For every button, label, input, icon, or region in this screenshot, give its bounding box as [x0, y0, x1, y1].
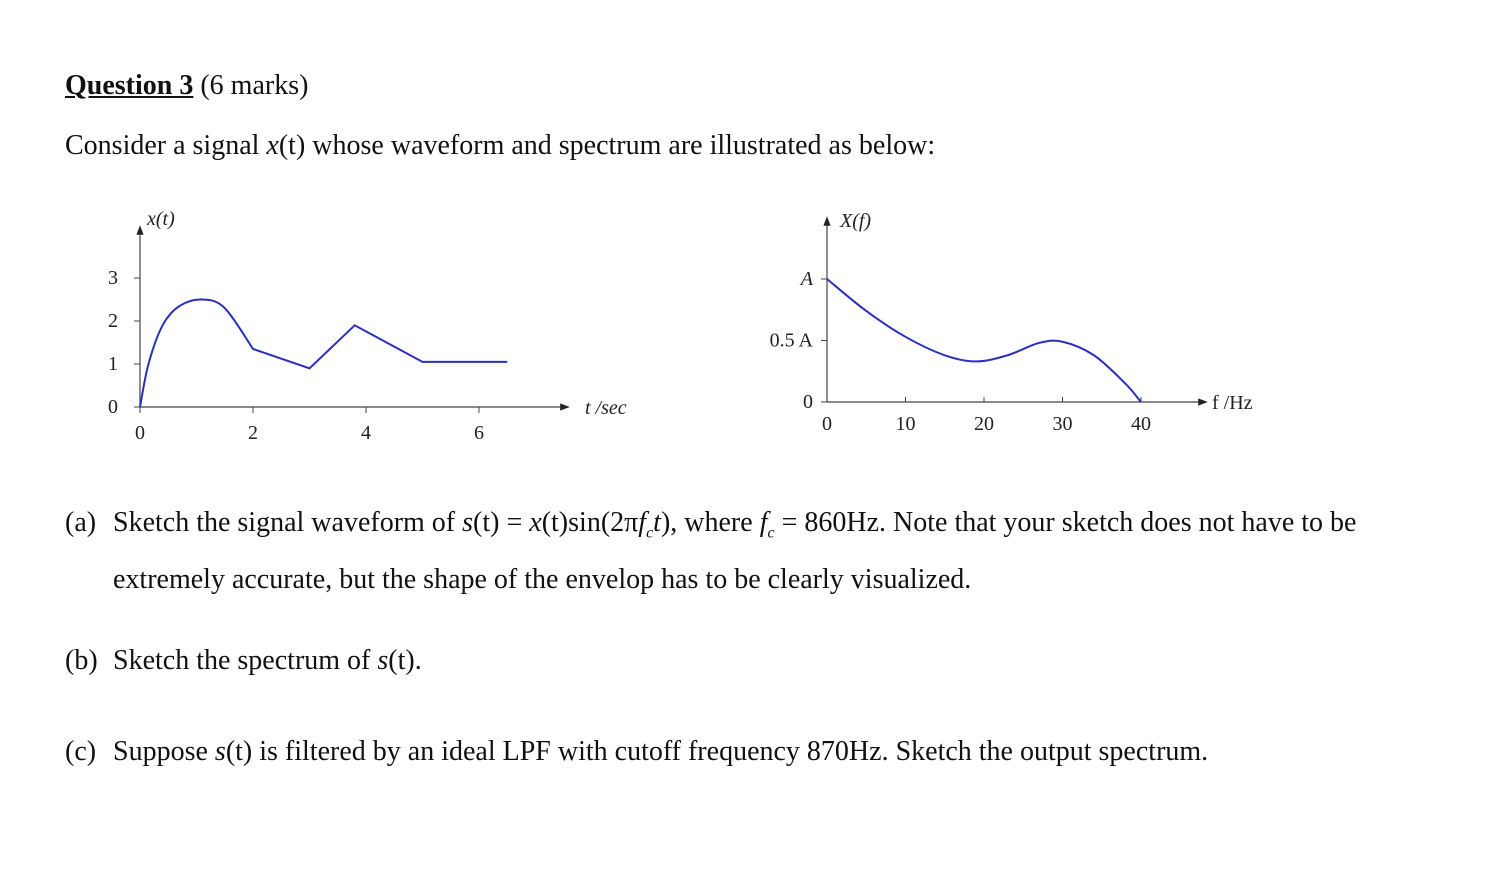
- question-marks: (6 marks): [200, 70, 309, 101]
- part-b: (b) Sketch the spectrum of s(t).: [65, 638, 422, 684]
- waveform-ytick-label: 1: [108, 353, 118, 375]
- waveform-xtick-label: 4: [361, 422, 371, 444]
- waveform-series-line: [140, 299, 507, 407]
- spectrum-xtick-label: 30: [1052, 413, 1073, 435]
- spectrum-ytick-label: A: [800, 268, 813, 290]
- spectrum-ylabel: X(f): [840, 210, 872, 232]
- part-a-line2: extremely accurate, but the shape of the envelop has to be clearly visualized.: [113, 563, 972, 595]
- spectrum-xtick-label: 10: [895, 413, 916, 435]
- part-c-tag: (c): [65, 736, 97, 767]
- spectrum-xtick-label: 40: [1131, 413, 1151, 435]
- waveform-ylabel: x(t): [147, 208, 175, 230]
- waveform-xtick-label: 6: [474, 422, 484, 444]
- waveform-xlabel: t /sec: [585, 397, 627, 419]
- waveform-xtick-label: 0: [135, 422, 145, 444]
- intro-text: Consider a signal x(t) whose waveform and spectrum are illustrated as below:: [65, 130, 936, 161]
- part-c: (c) Suppose s(t) is filtered by an ideal LPF with cutoff frequency 870Hz. Sketch the output spectrum.: [65, 729, 1208, 775]
- part-a: (a) Sketch the signal waveform of $s(t) = x(t)\sin(2\pi f_ct)$, where $f_c = 860Hz$. Note that your sketch does not have to be extremely accurate, but the shape of the envelop has to be clearly visualized.: [65, 500, 1356, 603]
- waveform-chart: [95, 195, 665, 455]
- part-b-tag: (b): [65, 645, 98, 676]
- spectrum-xlabel: f /Hz: [1212, 392, 1253, 414]
- question-number: Question 3: [65, 70, 194, 101]
- waveform-ytick-label: 0: [108, 396, 118, 418]
- spectrum-xtick-label: 20: [974, 413, 994, 435]
- spectrum-chart: [755, 195, 1275, 455]
- spectrum-xtick-label: 0: [822, 413, 832, 435]
- waveform-xtick-label: 2: [248, 422, 258, 444]
- spectrum-ytick-label: 0: [803, 391, 813, 413]
- question-heading: [65, 70, 308, 102]
- part-a-tag: (a): [65, 507, 97, 538]
- spectrum-ytick-label: 0.5 A: [769, 329, 813, 352]
- waveform-ytick-label: 3: [108, 267, 118, 289]
- spectrum-series-line: [827, 279, 1141, 402]
- waveform-ytick-label: 2: [108, 310, 118, 332]
